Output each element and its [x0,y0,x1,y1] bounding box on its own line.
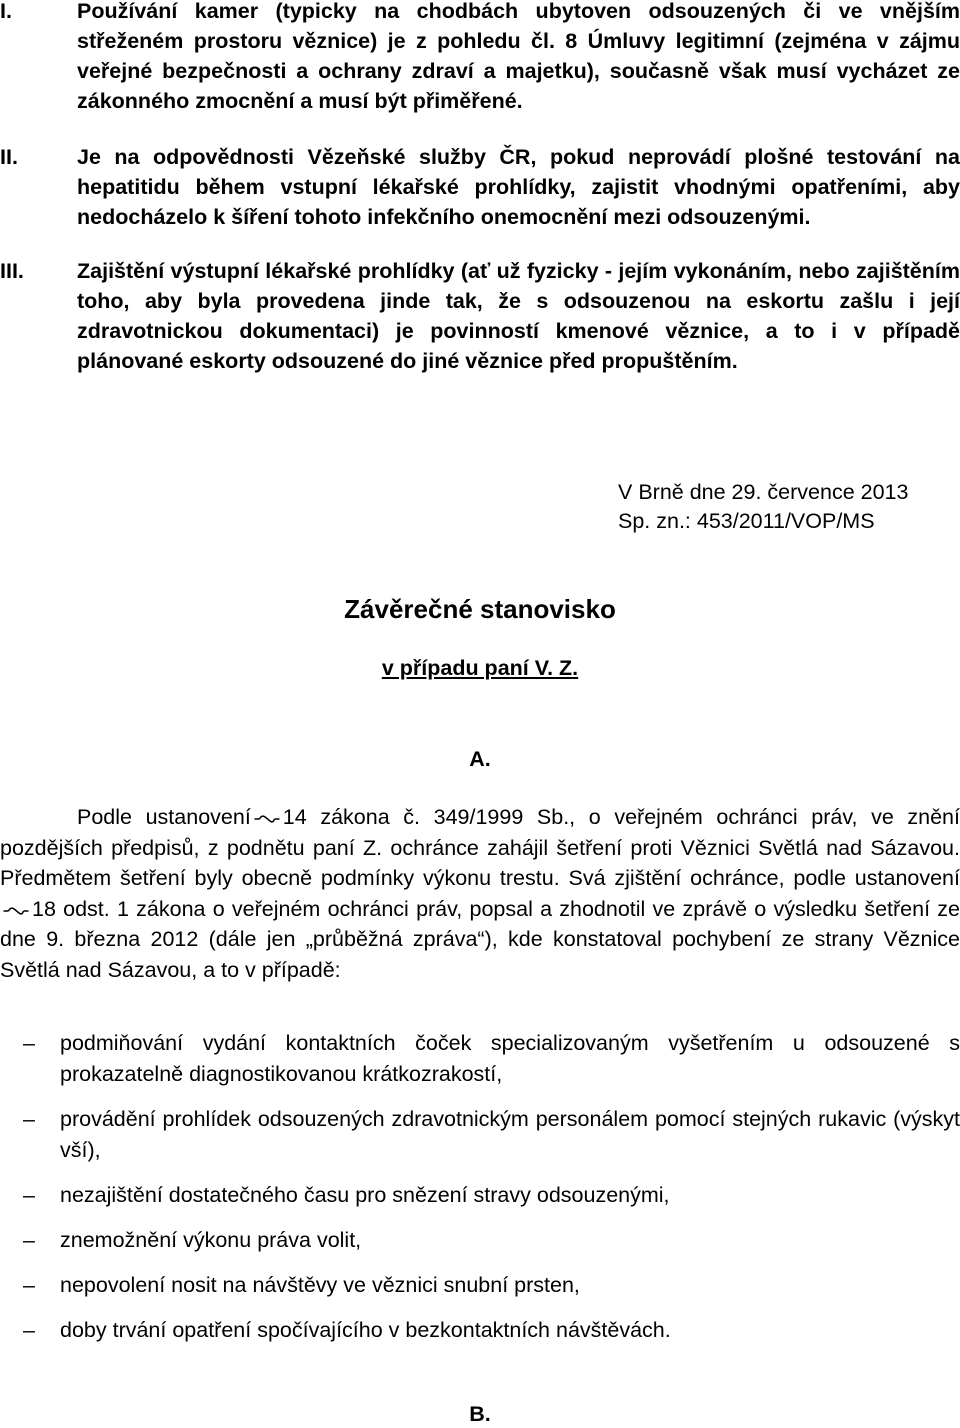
item-number: II. [0,145,18,169]
item-text: Používání kamer (typicky na chodbách ubytoven odsouzených či ve vnějším střeženém prostoru věznice) je z pohledu čl. 8 Úmluvy legitimní (zejména v zájmu veřejné bezpečnosti a ochrany zdraví a majetku), současně však musí vycházet ze zákonného zmocnění a musí být přiměřené. [77,0,960,113]
section-sign-icon [254,809,280,829]
date-line: V Brně dne 29. července 2013 [618,480,909,504]
list-item: – doby trvání opatření spočívajícího v bezkontaktních návštěvách. [0,1315,960,1346]
section-heading-b: B. [469,1402,491,1426]
dash-marker: – [23,1318,35,1342]
item-number: III. [0,259,24,283]
findings-list [0,1028,960,1360]
dash-marker: – [23,1107,35,1131]
section-heading-a: A. [469,747,491,771]
dash-marker: – [23,1031,35,1055]
dash-marker: – [23,1228,35,1252]
intro-paragraph: Podle ustanovení 14 zákona č. 349/1999 Sb., o veřejném ochránci práv, ve znění pozdějších předpisů, z podnětu paní Z. ochránce zahájil šetření proti Věznici Světlá nad Sázavou. Předmětem šetření byly obecně podmínky výkonu trestu. Svá zjištění ochránce, podle ustanovení18 odst. 1 zákona o veřejném ochránci práv, popsal a zhodnotil ve zprávě o výsledku šetření ze dne 9. března 2012 (dále jen „průběžná zpráva“), kde konstatoval pochybení ze strany Věznice Světlá nad Sázavou, a to v případě: [0,805,960,982]
numbered-item-1 [0,0,960,116]
document-subtitle [0,656,960,681]
item-text: Je na odpovědnosti Vězeňské služby ČR, pokud neprovádí plošné testování na hepatitidu během vstupní lékařské prohlídky, zajistit vhodnými opatřeními, aby nedocházelo k šíření tohoto infekčního onemocnění mezi odsouzenými. [77,145,960,229]
subtitle-text: v případu paní V. Z. [381,656,579,680]
list-item: – znemožnění výkonu práva volit, [0,1225,960,1256]
list-item: – podmiňování vydání kontaktních čoček specializovaným vyšetřením u odsouzené s prokazatelně diagnostikovanou krátkozrakostí, [0,1028,960,1090]
numbered-item-3 [0,256,960,376]
section-sign-icon [3,901,29,921]
list-item: – nepovolení nosit na návštěvy ve věznici snubní prsten, [0,1270,960,1301]
list-item: – provádění prohlídek odsouzených zdravotnickým personálem pomocí stejných rukavic (výskyt vší), [0,1104,960,1166]
item-text: Zajištění výstupní lékařské prohlídky (ať už fyzicky - jejím vykonáním, nebo zajištěním toho, aby byla provedena jinde tak, že s odsouzenou na eskortu zašlu i její zdravotnickou dokumentaci) je povinností kmenové věznice, a to i v případě plánované eskorty odsouzené do jiné věznice před propuštěním. [77,259,960,373]
list-item: – nezajištění dostatečného času pro snězení stravy odsouzenými, [0,1180,960,1211]
numbered-item-2 [0,142,960,232]
document-title: Závěrečné stanovisko [344,594,616,624]
reference-number: Sp. zn.: 453/2011/VOP/MS [618,509,875,533]
dash-marker: – [23,1183,35,1207]
dash-marker: – [23,1273,35,1297]
item-number: I. [0,0,12,23]
